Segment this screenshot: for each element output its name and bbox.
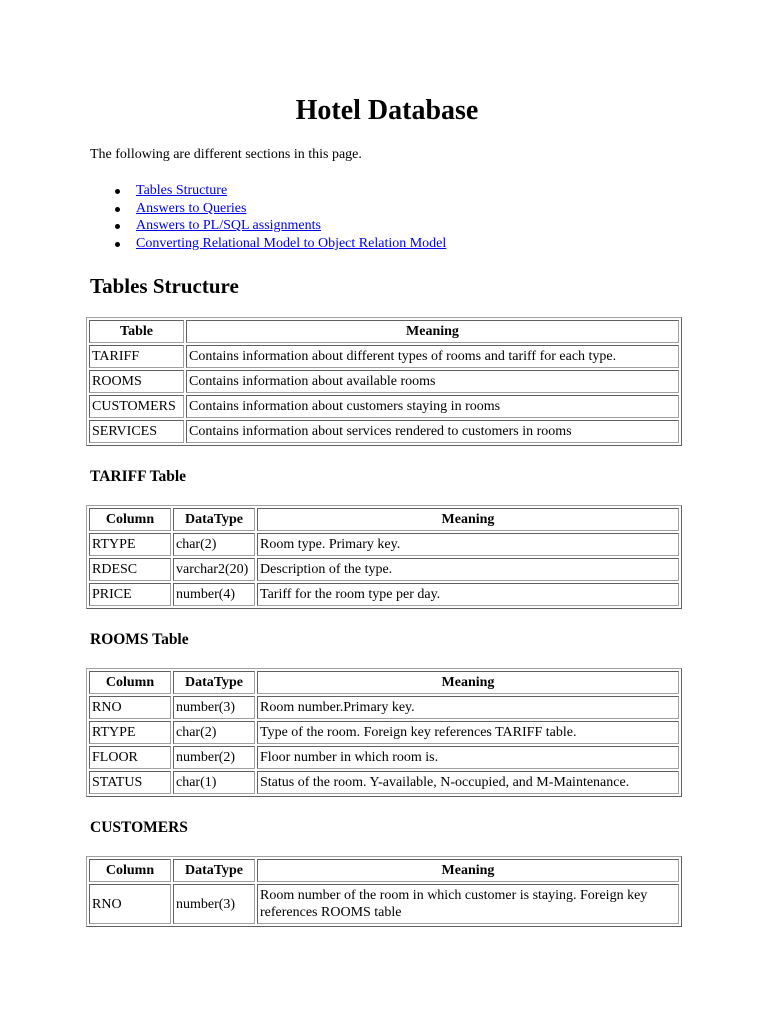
table-row bbox=[89, 721, 679, 744]
table-row bbox=[89, 696, 679, 719]
table-header-row bbox=[89, 859, 679, 882]
table-cell: RDESC bbox=[89, 558, 171, 581]
table-row bbox=[89, 771, 679, 794]
table-cell: Tariff for the room type per day. bbox=[257, 583, 679, 606]
table-cell: Type of the room. Foreign key references TARIFF table. bbox=[257, 721, 679, 744]
table-header-row bbox=[89, 508, 679, 531]
table-cell: RNO bbox=[89, 884, 171, 924]
table-row bbox=[89, 395, 679, 418]
table-cell: Status of the room. Y-available, N-occupied, and M-Maintenance. bbox=[257, 771, 679, 794]
table-cell: number(4) bbox=[173, 583, 255, 606]
table-row bbox=[89, 345, 679, 368]
section-heading-customers: CUSTOMERS bbox=[90, 819, 188, 836]
table-row bbox=[89, 583, 679, 606]
section-heading-rooms: ROOMS Table bbox=[90, 631, 189, 648]
toc-list bbox=[90, 182, 446, 253]
table-cell: TARIFF bbox=[89, 345, 184, 368]
section-heading-tables-structure: Tables Structure bbox=[90, 274, 239, 298]
customers-table bbox=[86, 856, 682, 927]
table-cell: Contains information about available rooms bbox=[186, 370, 679, 393]
table-cell: RTYPE bbox=[89, 533, 171, 556]
tables-structure-table bbox=[86, 317, 682, 446]
table-row bbox=[89, 746, 679, 769]
toc-link-answers-queries[interactable]: Answers to Queries bbox=[136, 200, 247, 216]
table-cell: Room number of the room in which customer is staying. Foreign key references ROOMS table bbox=[257, 884, 679, 924]
rooms-table bbox=[86, 668, 682, 797]
table-cell: Room type. Primary key. bbox=[257, 533, 679, 556]
column-header: Meaning bbox=[257, 859, 679, 882]
tariff-table bbox=[86, 505, 682, 609]
column-header: Meaning bbox=[257, 671, 679, 694]
table-row bbox=[89, 884, 679, 924]
table-cell: ROOMS bbox=[89, 370, 184, 393]
table-cell: number(3) bbox=[173, 884, 255, 924]
toc-link-plsql-assignments[interactable]: Answers to PL/SQL assignments bbox=[136, 218, 321, 234]
table-header-row bbox=[89, 320, 679, 343]
toc-item bbox=[90, 217, 446, 235]
page-title: Hotel Database bbox=[295, 95, 479, 126]
intro-text: The following are different sections in this page. bbox=[90, 147, 362, 162]
column-header: Column bbox=[89, 859, 171, 882]
table-cell: Room number.Primary key. bbox=[257, 696, 679, 719]
table-cell: STATUS bbox=[89, 771, 171, 794]
column-header: DataType bbox=[173, 508, 255, 531]
table-row bbox=[89, 558, 679, 581]
toc-link-object-relation-model[interactable]: Converting Relational Model to Object Relation Model bbox=[136, 236, 447, 252]
table-cell: SERVICES bbox=[89, 420, 184, 443]
table-header-row bbox=[89, 671, 679, 694]
toc-item bbox=[90, 182, 446, 200]
table-cell: PRICE bbox=[89, 583, 171, 606]
table-cell: char(1) bbox=[173, 771, 255, 794]
table-cell: number(3) bbox=[173, 696, 255, 719]
toc-link-tables-structure[interactable]: Tables Structure bbox=[136, 183, 228, 198]
table-cell: RTYPE bbox=[89, 721, 171, 744]
table-cell: char(2) bbox=[173, 721, 255, 744]
toc-item bbox=[90, 235, 446, 253]
column-header: Meaning bbox=[186, 320, 679, 343]
table-cell: Floor number in which room is. bbox=[257, 746, 679, 769]
table-cell: Contains information about customers staying in rooms bbox=[186, 395, 679, 418]
column-header: Table bbox=[89, 320, 184, 343]
column-header: Column bbox=[89, 671, 171, 694]
column-header: DataType bbox=[173, 859, 255, 882]
table-cell: Contains information about services rendered to customers in rooms bbox=[186, 420, 679, 443]
section-heading-tariff: TARIFF Table bbox=[90, 468, 187, 485]
table-cell: varchar2(20) bbox=[173, 558, 255, 581]
table-row bbox=[89, 533, 679, 556]
table-cell: FLOOR bbox=[89, 746, 171, 769]
column-header: Meaning bbox=[257, 508, 679, 531]
table-cell: number(2) bbox=[173, 746, 255, 769]
toc-item bbox=[90, 200, 446, 218]
table-cell: Contains information about different types of rooms and tariff for each type. bbox=[186, 345, 679, 368]
table-row bbox=[89, 420, 679, 443]
column-header: Column bbox=[89, 508, 171, 531]
table-cell: RNO bbox=[89, 696, 171, 719]
table-cell: char(2) bbox=[173, 533, 255, 556]
column-header: DataType bbox=[173, 671, 255, 694]
table-cell: CUSTOMERS bbox=[89, 395, 184, 418]
table-cell: Description of the type. bbox=[257, 558, 679, 581]
table-row bbox=[89, 370, 679, 393]
